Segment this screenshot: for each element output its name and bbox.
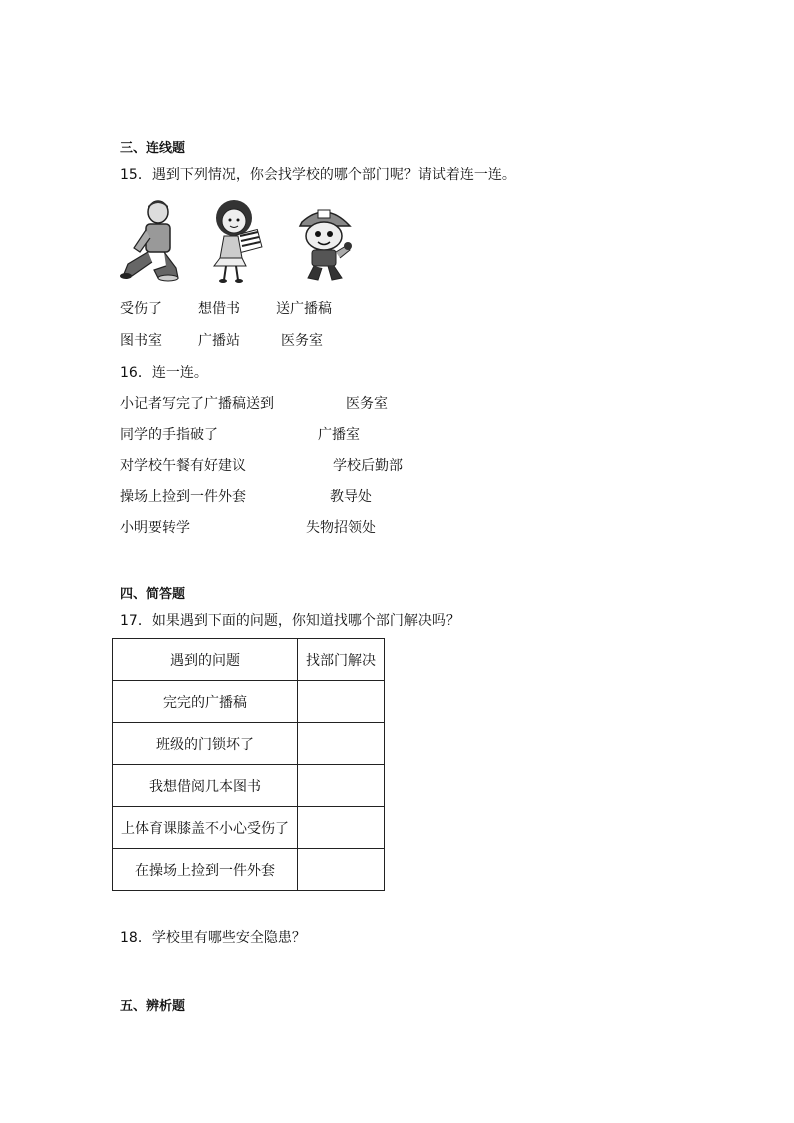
table-row bbox=[113, 723, 385, 765]
table-cell-problem: 在操场上捡到一件外套 bbox=[113, 849, 298, 891]
q15-situation-2: 想借书 bbox=[198, 301, 240, 317]
table-header-row bbox=[113, 639, 385, 681]
q15-situation-1: 受伤了 bbox=[120, 301, 162, 317]
injured-boy-illustration bbox=[118, 198, 184, 282]
table-cell-answer[interactable] bbox=[298, 723, 385, 765]
table-row bbox=[113, 765, 385, 807]
table-cell-problem: 上体育课膝盖不小心受伤了 bbox=[113, 807, 298, 849]
table-row bbox=[113, 849, 385, 891]
q16-left-5: 小明要转学 bbox=[120, 520, 190, 536]
table-cell-answer[interactable] bbox=[298, 681, 385, 723]
boy-with-cap-illustration bbox=[292, 202, 356, 284]
q16-left-1: 小记者写完了广播稿送到 bbox=[120, 396, 274, 412]
q17-table bbox=[112, 638, 385, 891]
q16-right-3: 学校后勤部 bbox=[333, 458, 403, 474]
q15-department-2: 广播站 bbox=[198, 333, 240, 349]
q15-department-1: 图书室 bbox=[120, 333, 162, 349]
table-cell-answer[interactable] bbox=[298, 807, 385, 849]
q16-right-5: 失物招领处 bbox=[306, 520, 376, 536]
table-header-department: 找部门解决 bbox=[298, 639, 385, 681]
q16-left-3: 对学校午餐有好建议 bbox=[120, 458, 246, 474]
table-cell-answer[interactable] bbox=[298, 849, 385, 891]
q16-prompt: 16．连一连。 bbox=[120, 365, 208, 381]
q17-prompt: 17．如果遇到下面的问题，你知道找哪个部门解决吗？ bbox=[120, 613, 460, 629]
reading-girl-illustration bbox=[206, 196, 268, 284]
table-header-problem: 遇到的问题 bbox=[113, 639, 298, 681]
table-row bbox=[113, 807, 385, 849]
table-cell-problem: 完完的广播稿 bbox=[113, 681, 298, 723]
section-4-heading: 四、简答题 bbox=[120, 587, 186, 602]
q15-department-3: 医务室 bbox=[281, 333, 323, 349]
q18-prompt: 18．学校里有哪些安全隐患？ bbox=[120, 930, 306, 946]
q16-right-4: 教导处 bbox=[330, 489, 372, 505]
table-cell-answer[interactable] bbox=[298, 765, 385, 807]
q15-situation-3: 送广播稿 bbox=[276, 301, 332, 317]
q16-left-4: 操场上捡到一件外套 bbox=[120, 489, 246, 505]
table-row bbox=[113, 681, 385, 723]
section-5-heading: 五、辨析题 bbox=[120, 999, 186, 1014]
q16-right-1: 医务室 bbox=[346, 396, 388, 412]
q16-left-2: 同学的手指破了 bbox=[120, 427, 218, 443]
q15-prompt: 15．遇到下列情况，你会找学校的哪个部门呢？请试着连一连。 bbox=[120, 167, 516, 183]
q16-right-2: 广播室 bbox=[318, 427, 360, 443]
table-cell-problem: 班级的门锁坏了 bbox=[113, 723, 298, 765]
table-cell-problem: 我想借阅几本图书 bbox=[113, 765, 298, 807]
section-3-heading: 三、连线题 bbox=[120, 141, 186, 156]
